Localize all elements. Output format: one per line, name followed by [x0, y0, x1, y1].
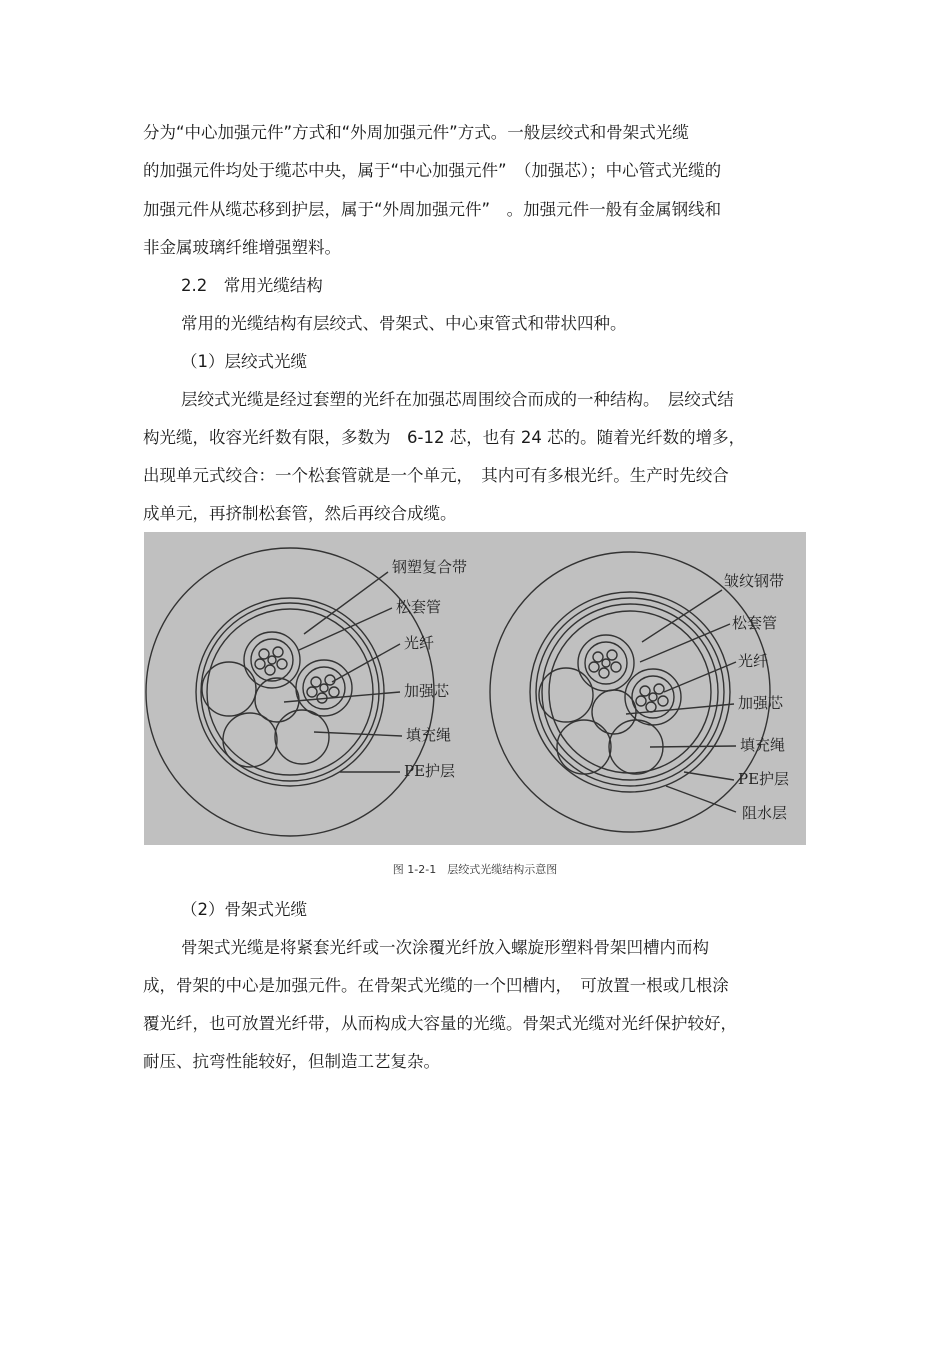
label-water-blocking-layer: 阻水层: [742, 804, 788, 822]
label-pe-sheath: PE护层: [738, 770, 790, 788]
text-line: 成单元，再挤制松套管，然后再绞合成缆。: [143, 504, 457, 523]
left-figure-labels: [392, 558, 467, 780]
label-fiber: 光纤: [404, 634, 435, 652]
text-line: 非金属玻璃纤维增强塑料。: [143, 238, 341, 257]
text-line: 层绞式光缆是经过套塑的光纤在加强芯周围绞合而成的一种结构。 层绞式结: [181, 390, 734, 409]
text-line: 构光缆，收容光纤数有限，多数为 6-12 芯，也有 24 芯的。随着光纤数的增多，: [143, 428, 746, 447]
label-fiber: 光纤: [738, 652, 769, 670]
right-cable-cross-section: [490, 552, 770, 832]
label-pe-sheath: PE护层: [404, 762, 456, 780]
text-line: 的加强元件均处于缆芯中央，属于“中心加强元件” （加强芯）；中心管式光缆的: [143, 161, 722, 180]
label-loose-tube: 松套管: [396, 598, 442, 616]
text-line: 骨架式光缆是将紧套光纤或一次涂覆光纤放入螺旋形塑料骨架凹槽内而构: [181, 938, 709, 957]
label-loose-tube: 松套管: [732, 614, 778, 632]
figure-caption: 图 1-2-1 层绞式光缆结构示意图: [392, 863, 558, 876]
section-heading: 2.2 常用光缆结构: [181, 276, 323, 295]
label-strength-member: 加强芯: [404, 682, 450, 700]
label-filler-rope: 填充绳: [406, 726, 452, 744]
text-line: 耐压、抗弯性能较好，但制造工艺复杂。: [143, 1052, 440, 1071]
text-line: 分为“中心加强元件”方式和“外周加强元件”方式。一般层绞式和骨架式光缆: [143, 123, 689, 142]
text-line: 出现单元式绞合：一个松套管就是一个单元， 其内可有多根光纤。生产时先绞合: [143, 466, 729, 485]
right-figure-labels: [724, 572, 789, 822]
cable-diagram: [144, 532, 806, 845]
label-corrugated-steel-tape: 皱纹钢带: [724, 572, 785, 590]
label-filler-rope: 填充绳: [740, 736, 786, 754]
subsection-heading-stranded: （1）层绞式光缆: [181, 352, 307, 371]
left-cable-cross-section: [146, 548, 434, 836]
text-line: 加强元件从缆芯移到护层，属于“外周加强元件” 。加强元件一般有金属钢线和: [143, 200, 722, 219]
label-strength-member: 加强芯: [738, 694, 784, 712]
text-line: 覆光纤，也可放置光纤带，从而构成大容量的光缆。骨架式光缆对光纤保护较好，: [143, 1014, 737, 1033]
intro-text: 常用的光缆结构有层绞式、骨架式、中心束管式和带状四种。: [181, 314, 627, 333]
text-line: 成，骨架的中心是加强元件。在骨架式光缆的一个凹槽内， 可放置一根或几根涂: [143, 976, 729, 995]
cable-structure-figure: [144, 532, 806, 845]
subsection-heading-skeleton: （2）骨架式光缆: [181, 900, 307, 919]
label-steel-plastic-tape: 钢塑复合带: [392, 558, 468, 576]
